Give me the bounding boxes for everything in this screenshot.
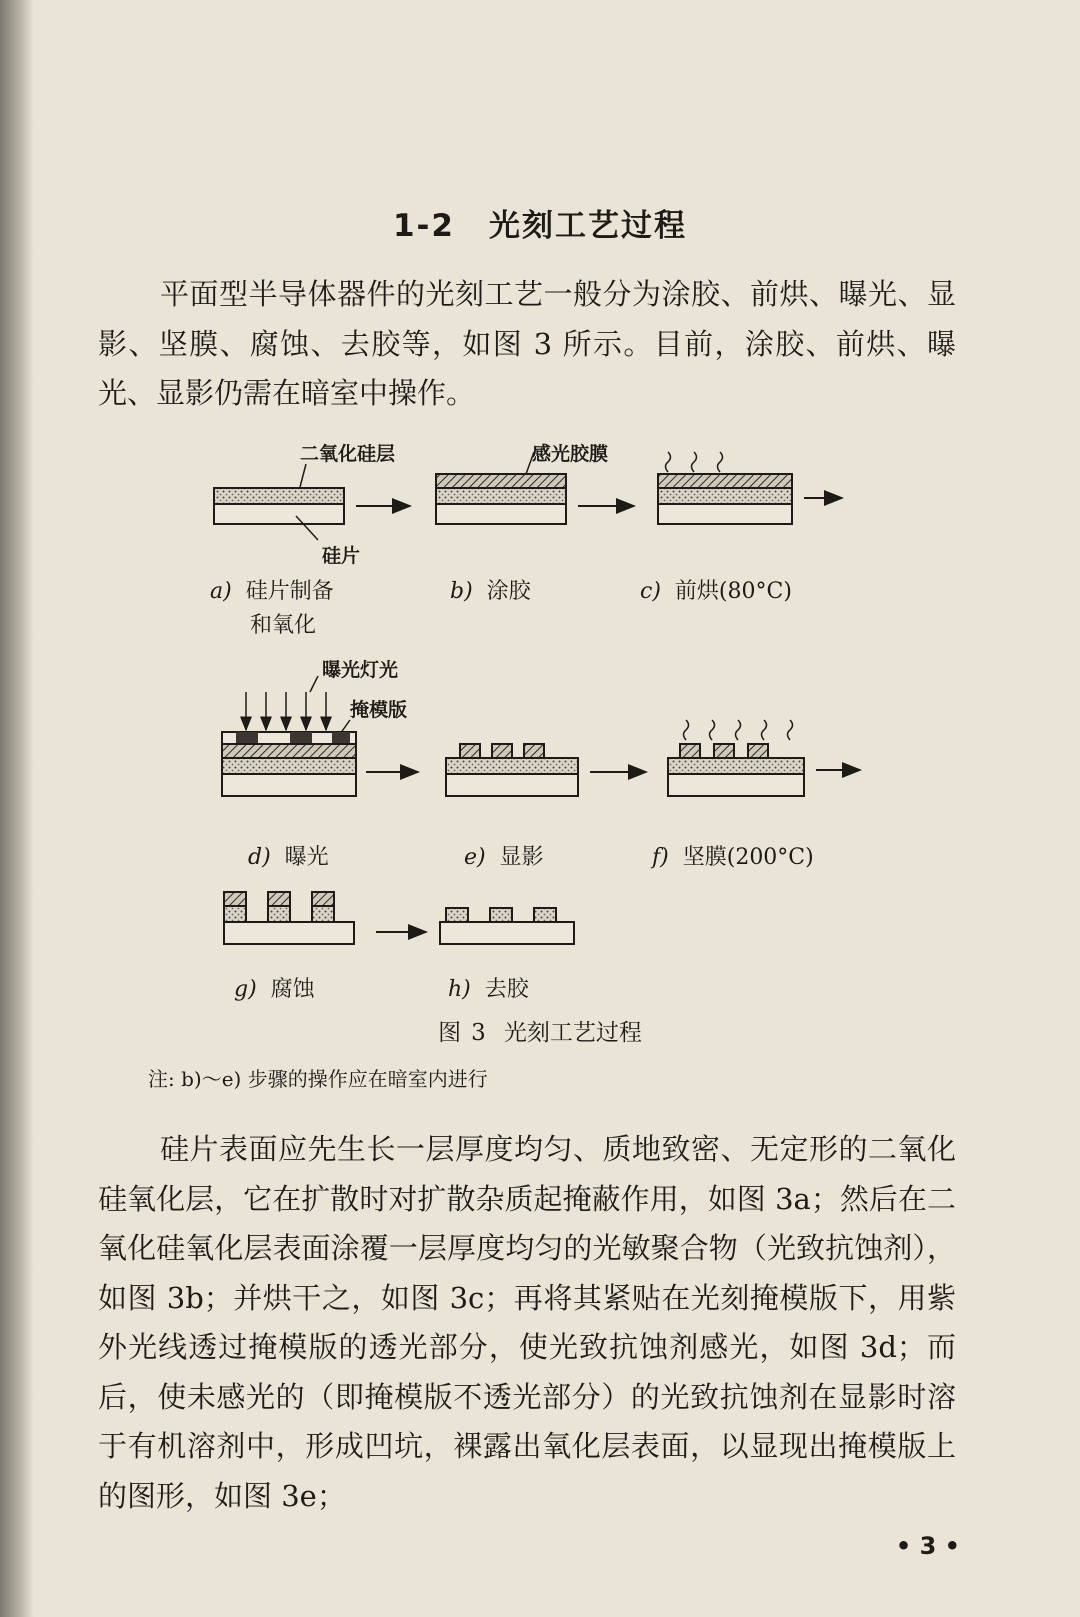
step-h-text: 去胶 <box>484 977 529 1002</box>
step-h-diagram <box>440 908 574 944</box>
step-a-letter: a) <box>210 579 232 604</box>
step-d-text: 曝光 <box>284 845 329 870</box>
step-e-text: 显影 <box>499 845 544 870</box>
exposure-light-label: 曝光灯光 <box>322 659 399 681</box>
step-g-diagram <box>224 892 426 944</box>
step-c-text: 前烘(80°C) <box>674 579 792 604</box>
silicon-wafer-label: 硅片 <box>322 545 361 567</box>
step-a-text: 硅片制备 <box>245 579 334 604</box>
intro-paragraph: 平面型半导体器件的光刻工艺一般分为涂胶、前烘、曝光、显影、坚膜、腐蚀、去胶等，如图 3 所示。目前，涂胶、前烘、曝光、显影仍需在暗室中操作。 <box>98 277 956 410</box>
svg-text:e)显影 <box>464 845 544 870</box>
page-number: • 3 • <box>895 1532 960 1560</box>
body-paragraph: 硅片表面应先生长一层厚度均匀、质地致密、无定形的二氧化硅氧化层，它在扩散时对扩散杂质起掩蔽作用，如图 3a；然后在二氧化硅氧化层表面涂覆一层厚度均匀的光敏聚合物（光致抗蚀剂），如图 3b；并烘干之，如图 3c；再将其紧贴在光刻掩模版下，用紫外光线透过掩模版的透光部分，使光致抗蚀剂感光，如图 3d；而后，使未感光的（即掩模版不透光部分）的光致抗蚀剂在显影时溶于有机溶剂中，形成凹坑，裸露出氧化层表面，以显现出掩模版上的图形，如图 3e； <box>98 1132 956 1513</box>
mask-label: 掩模版 <box>350 699 408 721</box>
step-g-text: 腐蚀 <box>270 977 315 1002</box>
section-title: 光刻工艺过程 <box>489 208 687 244</box>
section-number: 1-2 <box>392 208 455 244</box>
svg-text:a)硅片制备 <box>210 579 334 604</box>
step-g-letter: g) <box>234 977 257 1002</box>
figure-caption-title: 光刻工艺过程 <box>503 1020 642 1046</box>
oxide-layer-label: 二氧化硅层 <box>300 443 396 465</box>
svg-text:g)腐蚀 <box>234 977 316 1002</box>
step-c-diagram <box>658 452 842 524</box>
step-c-letter: c) <box>640 579 661 604</box>
svg-text:c)前烘(80°C) <box>640 579 792 604</box>
step-a-text-line2: 和氧化 <box>250 613 317 638</box>
step-b-letter: b) <box>450 579 473 604</box>
svg-text:b)涂胶 <box>450 579 532 604</box>
step-b-text: 涂胶 <box>486 579 531 604</box>
svg-text:d)曝光 <box>248 845 329 870</box>
figure-note: 注: b)～e) 步骤的操作应在暗室内进行 <box>148 1067 488 1091</box>
resist-film-label: 感光胶膜 <box>532 443 609 465</box>
figure-caption-prefix: 图 <box>438 1020 462 1046</box>
step-f-letter: f) <box>652 845 669 870</box>
photolithography-process-figure <box>0 430 1080 1020</box>
step-d-diagram <box>222 676 418 796</box>
figure-caption-number: 3 <box>471 1020 486 1046</box>
svg-text:h)去胶 <box>448 977 530 1002</box>
step-e-letter: e) <box>464 845 486 870</box>
step-e-diagram <box>446 744 646 796</box>
step-f-diagram <box>668 720 860 796</box>
step-f-text: 坚膜(200°C) <box>682 845 814 870</box>
svg-text:f)坚膜(200°C) <box>650 845 814 870</box>
step-d-letter: d) <box>248 845 271 870</box>
figure-caption <box>0 1014 1080 1047</box>
section-heading <box>0 200 1080 245</box>
step-h-letter: h) <box>448 977 471 1002</box>
step-a-diagram <box>214 464 410 540</box>
